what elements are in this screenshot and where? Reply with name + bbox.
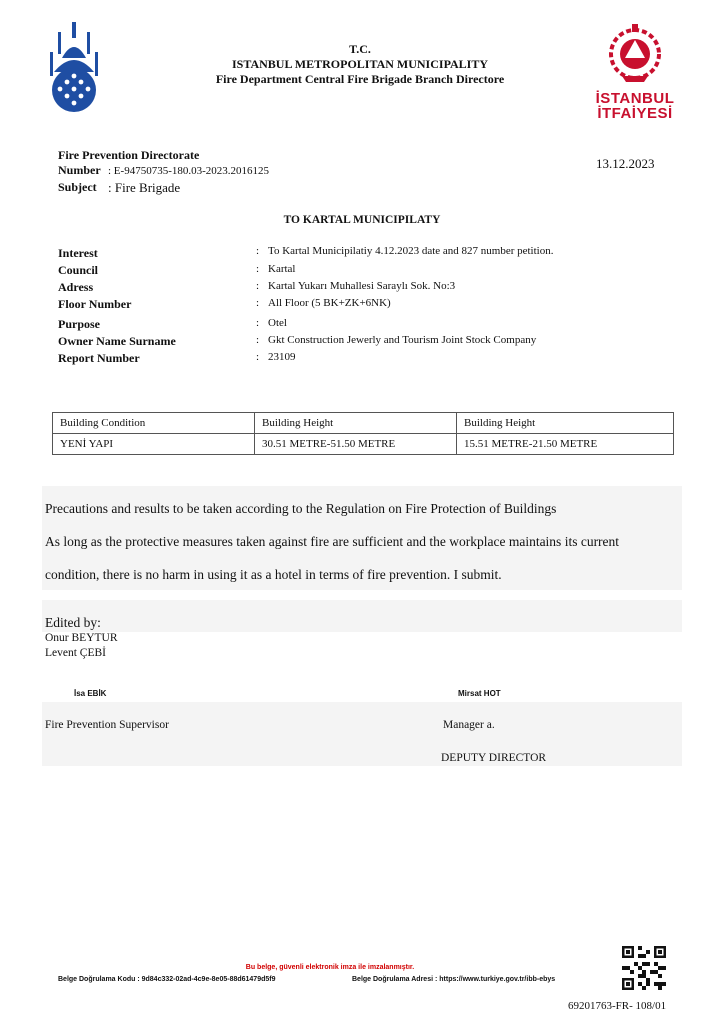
number-label: Number (58, 163, 101, 177)
table-cell: 30.51 METRE-51.50 METRE (255, 434, 457, 455)
info-colon: : (256, 351, 260, 363)
info-colon: : (256, 297, 260, 309)
body-line-3: condition, there is no harm in using it as a hotel in terms of fire prevention. I submit. (45, 567, 502, 582)
body-line-1: Precautions and results to be taken according to the Regulation on Fire Protection of Buildings (45, 501, 557, 516)
signer-right-name: Mirsat HOT (458, 689, 501, 698)
edited-name-2: Levent ÇEBİ (45, 647, 106, 659)
info-value-purpose: Otel (268, 317, 287, 329)
edited-name-1: Onur BEYTUR (45, 632, 118, 644)
signer-right-line-1: Manager a. (443, 719, 495, 731)
info-label-adress: Adress (58, 280, 94, 294)
header-municipality: ISTANBUL METROPOLITAN MUNICIPALITY (231, 57, 489, 71)
e-signature-notice: Bu belge, güvenli elektronik imza ile imzalanmıştır. (245, 964, 415, 971)
info-colon: : (256, 245, 260, 257)
verification-address: Belge Doğrulama Adresi : https://www.turkiye.gov.tr/ibb-ebys (352, 976, 556, 983)
subject-value: : Fire Brigade (108, 180, 181, 195)
signature-panel (42, 702, 682, 766)
info-label-floor: Floor Number (58, 297, 132, 311)
info-value-owner: Gkt Construction Jewerly and Tourism Joint Stock Company (268, 334, 537, 346)
document-title: TO KARTAL MUNICIPILATY (283, 214, 441, 226)
info-value-interest: To Kartal Municipilatiy 4.12.2023 date and 827 number petition. (268, 245, 554, 257)
itfaiye-emblem-icon (592, 20, 678, 86)
signer-right-line-2: DEPUTY DIRECTOR (441, 752, 547, 764)
itfaiye-text-line1: İSTANBUL (595, 90, 675, 107)
building-table (52, 412, 674, 455)
edited-panel (42, 600, 682, 632)
body-line-2: As long as the protective measures taken against fire are sufficient and the workplace maintains its current (45, 534, 620, 549)
number-value: : E-94750735-180.03-2023.2016125 (108, 165, 270, 177)
signer-left-title: Fire Prevention Supervisor (45, 719, 169, 731)
table-header-cell: Building Height (255, 413, 457, 434)
qr-code-icon (622, 946, 666, 990)
directorate-label: Fire Prevention Directorate (58, 148, 200, 162)
signer-left-name: İsa EBİK (74, 689, 107, 698)
table-cell: 15.51 METRE-21.50 METRE (457, 434, 674, 455)
info-colon: : (256, 280, 260, 292)
document-date: 13.12.2023 (596, 156, 655, 171)
ibb-logo (48, 22, 100, 114)
info-value-floor: All Floor (5 BK+ZK+6NK) (268, 297, 391, 309)
info-value-council: Kartal (268, 263, 296, 275)
info-colon: : (256, 334, 260, 346)
info-colon: : (256, 263, 260, 275)
info-label-owner: Owner Name Surname (58, 334, 176, 348)
info-label-report: Report Number (58, 351, 140, 365)
table-row (53, 434, 674, 455)
verification-code: Belge Doğrulama Kodu : 9d84c332-02ad-4c9e-8e05-88d61479d5f9 (58, 976, 276, 983)
header-directorate: Fire Department Central Fire Brigade Branch Directore (215, 72, 505, 86)
info-value-adress: Kartal Yukarı Muhallesi Saraylı Sok. No:3 (268, 280, 456, 292)
subject-label: Subject (58, 180, 97, 194)
table-header-cell: Building Height (457, 413, 674, 434)
table-header-row (53, 413, 674, 434)
info-value-report: 23109 (268, 351, 296, 363)
form-id: 69201763-FR- 108/01 (568, 1000, 667, 1012)
table-cell: YENİ YAPI (53, 434, 255, 455)
header-line-tc: T.C. (349, 42, 371, 56)
info-label-council: Council (58, 263, 99, 277)
itfaiye-text-line2: İTFAİYESİ (597, 105, 673, 122)
info-label-purpose: Purpose (58, 317, 100, 331)
info-colon: : (256, 317, 260, 329)
edited-label: Edited by: (45, 615, 101, 630)
itfaiye-logo (592, 20, 678, 120)
table-header-cell: Building Condition (53, 413, 255, 434)
info-label-interest: Interest (58, 246, 98, 260)
